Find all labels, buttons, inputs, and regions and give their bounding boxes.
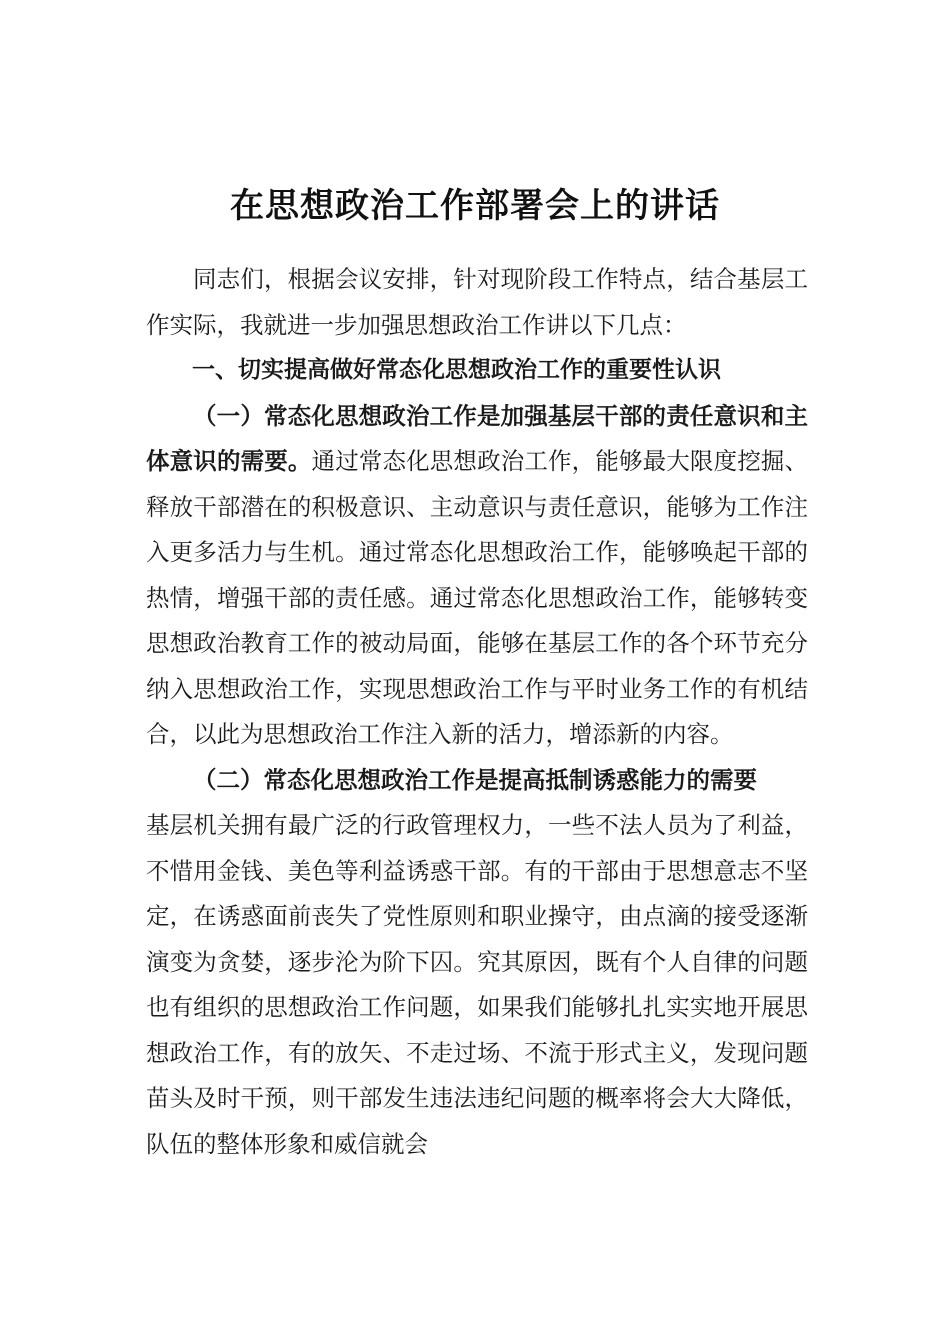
sub-1-body: 通过常态化思想政治工作，能够最大限度挖掘、释放干部潜在的积极意识、主动意识与责任意识，能够为工作注入更多活力与生机。通过常态化思想政治工作，能够唤起干部的热情，增强干部的责任感。通过常态化思想政治工作，能够转变思想政治教育工作的被动局面，能够在基层工作的各个环节充分纳入思想政治工作，实现思想政治工作与平时业务工作的有机结合，以此为思想政治工作注入新的活力，增添新的内容。 xyxy=(146,447,809,748)
document-title: 在思想政治工作部署会上的讲话 xyxy=(230,185,720,226)
document-body xyxy=(146,257,808,1167)
sub-1-paragraph xyxy=(146,394,808,758)
section-1-heading: 一、切实提高做好常态化思想政治工作的重要性认识 xyxy=(192,357,721,383)
sub-2-heading: （二）常态化思想政治工作是提高抵制诱惑能力的需要 xyxy=(193,765,757,794)
sub-2-heading-paragraph xyxy=(146,758,808,804)
intro-paragraph: 同志们，根据会议安排，针对现阶段工作特点，结合基层工作实际，我就进一步加强思想政治工作讲以下几点： xyxy=(146,265,808,339)
sub-2-paragraph: 基层机关拥有最广泛的行政管理权力，一些不法人员为了利益，不惜用金钱、美色等利益诱惑干部。有的干部由于思想意志不坚定，在诱惑面前丧失了党性原则和职业操守，由点滴的接受逐渐演变为贪婪，逐步沦为阶下囚。究其原因，既有个人自律的问题也有组织的思想政治工作问题，如果我们能够扎扎实实地开展思想政治工作，有的放矢、不走过场、不流于形式主义，发现问题苗头及时干预，则干部发生违法违纪问题的概率将会大大降低，队伍的整体形象和威信就会 xyxy=(146,811,808,1158)
sub-1-heading: （一）常态化思想政治工作是加强基层干部的责任意识和主体意识的需要。 xyxy=(146,401,808,475)
